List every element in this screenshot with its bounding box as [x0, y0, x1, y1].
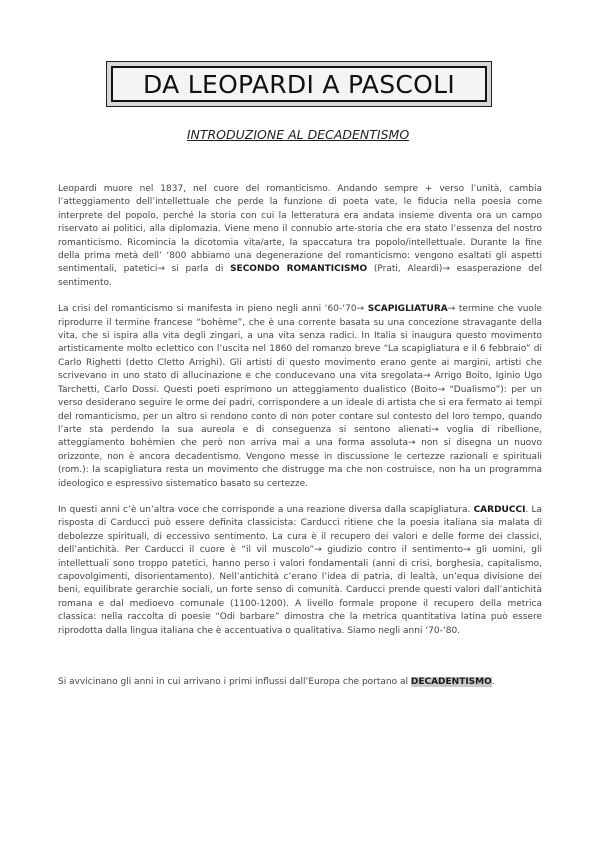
- paragraph-secondo-romanticismo: [58, 183, 542, 290]
- paragraph-carducci: [58, 504, 542, 638]
- keyword-scapigliatura: SCAPIGLIATURA: [367, 304, 448, 315]
- paragraph-text: .: [491, 677, 495, 687]
- document-body: [58, 183, 542, 689]
- page-title: DA LEOPARDI A PASCOLI: [142, 69, 455, 99]
- paragraph-text: → termine che vuole riprodurre il termine francese “bohème”, che è una corrente basata su una concezione stravagante della vita, che si ispira alla vita degli zingari, a una vita senza radici. In Italia si inaugura questo movimento artisticamente molto eclettico con l’uscita nel 1860 del romanzo breve “La scapigliatura e il 6 febbraio” di Carlo Righetti (detto Cletto Arrighi). Gli artisti di questo movimento erano gente ai margini, artisti che scrivevano in uno stato di allucinazione e che conducevano una vita sregolata→ Arrigo Boito, Iginio Ugo Tarchetti, Carlo Dossi. Questi poeti esprimono un atteggiamento dualistico (Boito→ “Dualismo”): per un verso desiderano seguire le orme dei padri, corrispondere a un ideale di artista che si era fermato ai tempi del romanticismo, per un altro si rendono conto di non poter contare sul contesto del loro tempo, quando l’arte sta perdendo la sua aureola e di conseguenza si sentono alienati→ voglia di ribellione, atteggiamento bohèmien che però non arriva mai a una forma assoluta→ non si disegna un nuovo orizzonte, non è ancora decadentismo. Vengono messe in discussione le certezze razionali e spirituali (rom.): la scapigliatura resta un movimento che distrugge ma che non costruisce, non ha un programma ideologico e espressivo sistematico basato su certezze.: [58, 304, 542, 489]
- paragraph-text: (Prati, Aleardi)→ esasperazione del sentimento.: [58, 264, 542, 288]
- paragraph-text: Si avvicinano gli anni in cui arrivano i primi influssi dall’Europa che portano al: [58, 677, 411, 687]
- paragraph-text: . La risposta di Carducci può essere definita classicista: Carducci ritiene che la poesia italiana sia malata di debolezze spirituali, di eccessivo sentimento. La cura è il recupero dei valori e delle forme dei classici, dell’antichità. Per Carducci il cuore è “il vil muscolo”→ giudizio contro il sentimento→ gli uomini, gli intellettuali sono troppo patetici, hanno perso i valori fondamentali (anni di crisi, borghesia, capitalismo, capovolgimenti, disorientamento). Nell’antichità c’erano l’idea di patria, di lealtà, un’equa divisione dei beni, equilibrate gerarchie sociali, un forte senso di comunità. Carducci prende questi valori dall’antichità romana e dal medioevo comunale (1100-1200). A livello formale propone il recupero della metrica classica: nella raccolta di poesie “Odi barbare” dimostra che la metrica quantitativa latina può essere riprodotta dalla lingua italiana che è accentuativa o qualitativa. Siamo negli anni ‘70-‘80.: [58, 504, 542, 636]
- title-box: [106, 61, 492, 107]
- paragraph-text: La crisi del romanticismo si manifesta in pieno negli anni ‘60-‘70→: [58, 304, 368, 315]
- keyword-secondo-romanticismo: SECONDO ROMANTICISMO: [230, 264, 368, 275]
- paragraph-text: In questi anni c’è un’altra voce che corrisponde a una reazione diversa dalla scapigliatura.: [58, 504, 474, 515]
- title-inner-frame: [111, 66, 487, 102]
- paragraph-decadentismo: [58, 676, 542, 689]
- paragraph-text: Leopardi muore nel 1837, nel cuore del romanticismo. Andando sempre + verso l’unità, cambia l’atteggiamento dell’intellettuale che perde la funzione di poeta vate, le fiducia nella poesia come interprete del popolo, perché la storia con cui la letteratura era andata insieme diventa ora un campo riservato ai politici, alla diplomazia. Viene meno il connubio arte-storia che era stato l’essenza del nostro romanticismo. Ricomincia la dicotomia vita/arte, la spaccatura tra popolo/intellettuale. Durante la fine della prima metà dell’ ‘800 abbiamo una degenerazione del romanticismo: vengono esaltati gli aspetti sentimentali, patetici→ si parla di: [58, 184, 542, 275]
- keyword-decadentismo: DECADENTISMO: [410, 677, 492, 687]
- keyword-carducci: CARDUCCI: [473, 504, 526, 515]
- page-subtitle: INTRODUZIONE AL DECADENTISMO: [186, 127, 410, 142]
- paragraph-scapigliatura: [58, 303, 542, 491]
